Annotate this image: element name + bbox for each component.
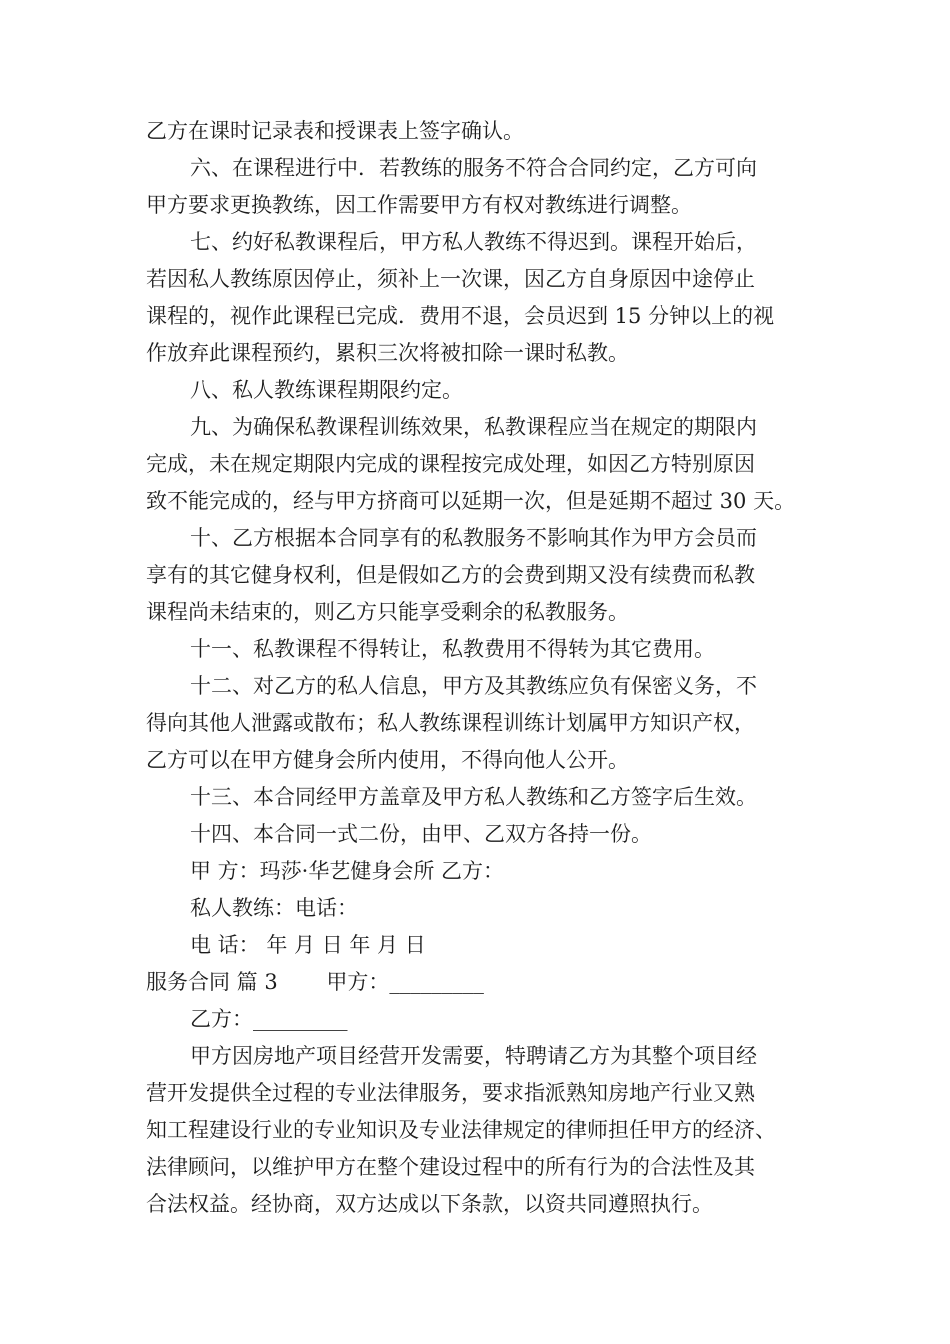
text-line: 十、乙方根据本合同享有的私教服务不影响其作为甲方会员而 (190, 526, 757, 550)
paragraph (146, 779, 826, 816)
paragraph (146, 150, 826, 224)
paragraph (146, 964, 826, 1001)
text-line: 享有的其它健身权利，但是假如乙方的会费到期又没有续费而私教 (146, 563, 755, 587)
paragraph (146, 372, 826, 409)
text-line: 十四、本合同一式二份，由甲、乙双方各持一份。 (190, 822, 652, 846)
text-line: 六、在课程进行中．若教练的服务不符合合同约定，乙方可向 (190, 156, 757, 180)
text-line: 合法权益。经协商，双方达成以下条款，以资共同遵照执行。 (146, 1192, 713, 1216)
text-line: 作放弃此课程预约，累积三次将被扣除一课时私教。 (146, 341, 629, 365)
text-line: 乙方可以在甲方健身会所内使用，不得向他人公开。 (146, 748, 629, 772)
document-body (146, 113, 826, 1223)
paragraph (146, 853, 826, 890)
paragraph (146, 631, 826, 668)
text-line: 私人教练：电话： (190, 896, 358, 920)
text-line: 致不能完成的，经与甲方挤商可以延期一次，但是延期不超过 30 天。 (146, 489, 796, 513)
text-line: 课程尚未结束的，则乙方只能享受剩余的私教服务。 (146, 600, 629, 624)
text-line: 课程的，视作此课程已完成．费用不退，会员迟到 15 分钟以上的视 (146, 304, 775, 328)
text-line: 甲方要求更换教练，因工作需要甲方有权对教练进行调整。 (146, 193, 692, 217)
text-line: 得向其他人泄露或散布；私人教练课程训练计划属甲方知识产权， (146, 711, 755, 735)
text-line: 乙方在课时记录表和授课表上签字确认。 (146, 119, 524, 143)
text-line: 服务合同 篇 3 甲方：_________ (146, 970, 484, 994)
paragraph (146, 816, 826, 853)
text-line: 营开发提供全过程的专业法律服务，要求指派熟知房地产行业又熟 (146, 1081, 755, 1105)
text-line: 十三、本合同经甲方盖章及甲方私人教练和乙方签字后生效。 (190, 785, 757, 809)
text-line: 甲 方：玛莎·华艺健身会所 乙方： (190, 859, 505, 883)
text-line: 法律顾问，以维护甲方在整个建设过程中的所有行为的合法性及其 (146, 1155, 755, 1179)
text-line: 电 话： 年 月 日 年 月 日 (190, 933, 426, 957)
text-line: 八、私人教练课程期限约定。 (190, 378, 463, 402)
paragraph (146, 890, 826, 927)
paragraph (146, 409, 826, 520)
text-line: 十二、对乙方的私人信息，甲方及其教练应负有保密义务，不 (190, 674, 757, 698)
text-line: 乙方：_________ (190, 1007, 348, 1031)
text-line: 十一、私教课程不得转让，私教费用不得转为其它费用。 (190, 637, 715, 661)
text-line: 九、为确保私教课程训练效果，私教课程应当在规定的期限内 (190, 415, 757, 439)
paragraph (146, 668, 826, 779)
text-line: 若因私人教练原因停止，须补上一次课，因乙方自身原因中途停止 (146, 267, 755, 291)
text-line: 完成，未在规定期限内完成的课程按完成处理，如因乙方特别原因 (146, 452, 755, 476)
paragraph (146, 1001, 826, 1038)
paragraph (146, 113, 826, 150)
text-line: 七、约好私教课程后，甲方私人教练不得迟到。课程开始后， (190, 230, 757, 254)
text-line: 知工程建设行业的专业知识及专业法律规定的律师担任甲方的经济、 (146, 1118, 776, 1142)
paragraph (146, 224, 826, 372)
paragraph (146, 520, 826, 631)
paragraph (146, 927, 826, 964)
paragraph (146, 1038, 826, 1223)
text-line: 甲方因房地产项目经营开发需要，特聘请乙方为其整个项目经 (190, 1044, 757, 1068)
